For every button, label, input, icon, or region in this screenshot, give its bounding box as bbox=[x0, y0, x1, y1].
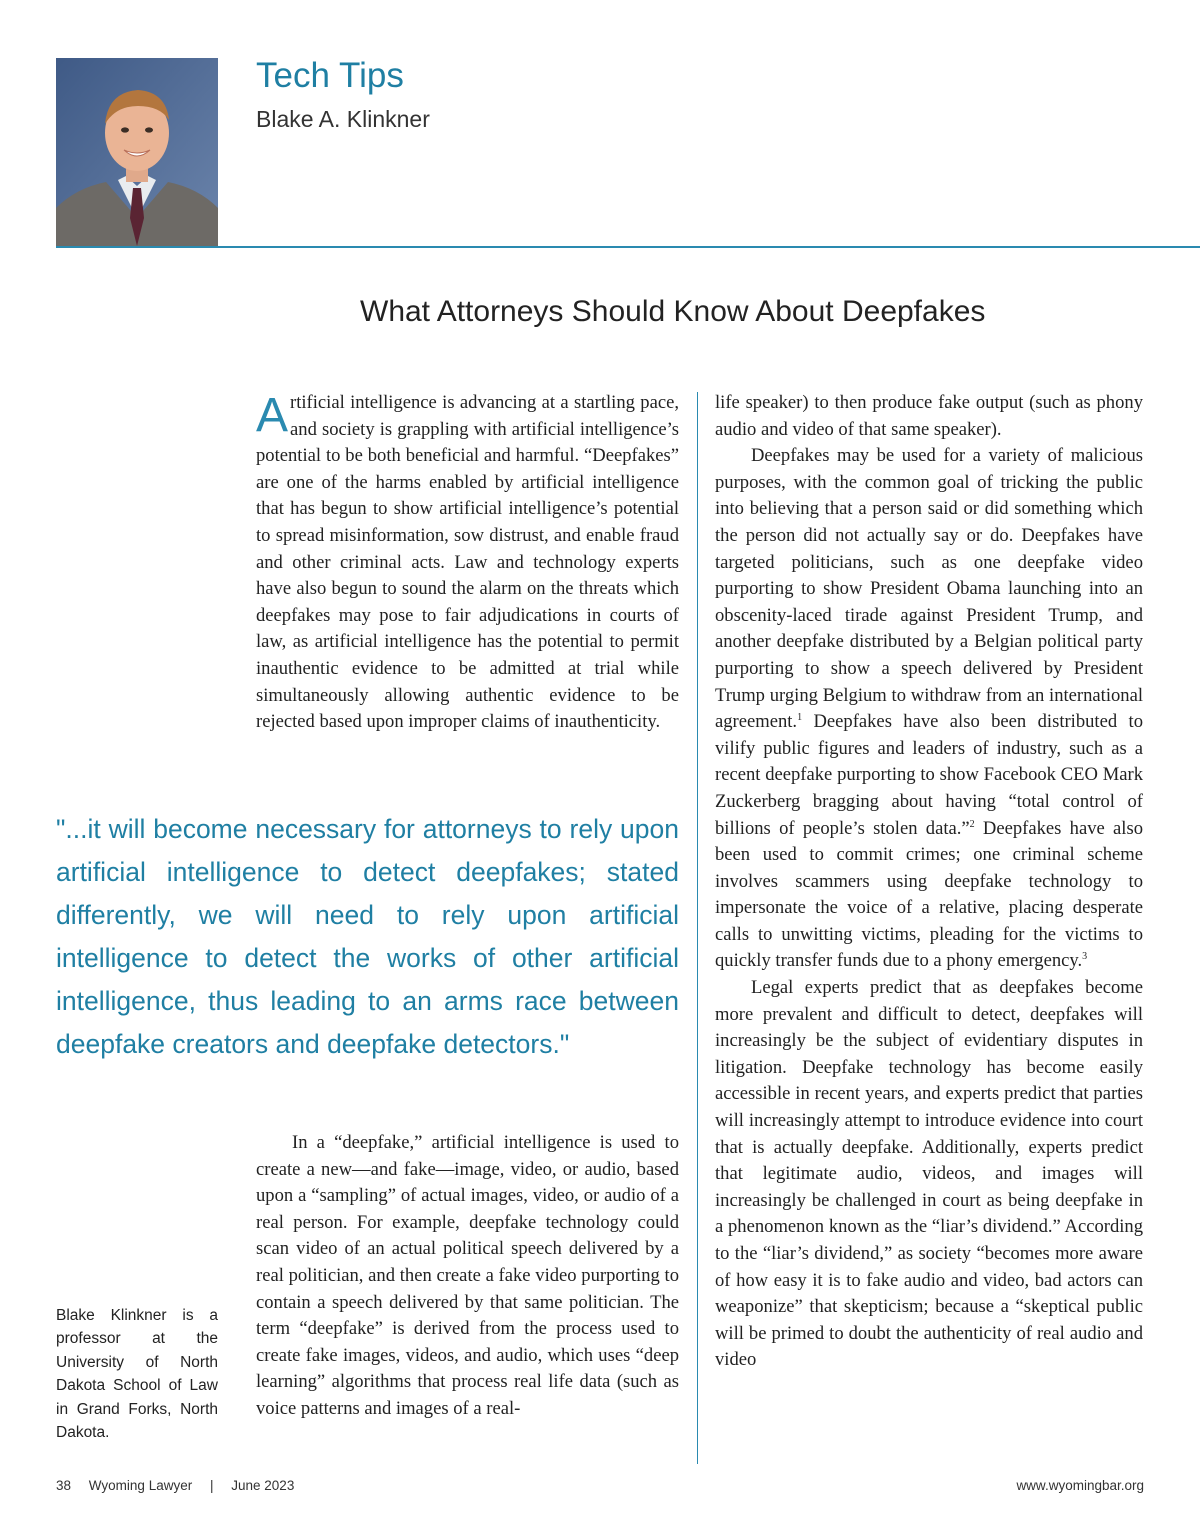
drop-cap: A bbox=[256, 389, 289, 442]
footnote-2[interactable]: 2 bbox=[969, 818, 975, 830]
footer-separator: | bbox=[209, 1478, 214, 1493]
column-title: Tech Tips bbox=[256, 56, 404, 95]
paragraph-continuation: life speaker) to then produce fake output (such as phony audio and video of that same speaker). bbox=[715, 392, 1143, 440]
paragraph-legal-experts: Legal experts predict that as deepfakes become more prevalent and difficult to detect, deepfakes will increasingly be the subject of evidentiary disputes in litigation. Deepfake technology has become easily accessible in recent years, and experts predict that parties will increasingly attempt to introduce evidence into court that is actually deepfake. Additionally, experts predict that legitimate audio, videos, and images will increasingly be challenged in court as being deepfake in a phenomenon known as the “liar’s dividend.” According to the “liar’s dividend,” as society “becomes more aware of how easy it is to fake audio and video, bad actors can weaponize” that skepticism; because a “skeptical public will be primed to doubt the authenticity of real audio and video bbox=[715, 977, 1143, 1371]
pull-quote: "...it will become necessary for attorneys to rely upon artificial intelligence to detect deepfakes; stated differently, we will need to rely upon artificial intelligence to detect the works of other artificial intelligence, thus leading to an arms race between deepfake creators and deepfake detectors." bbox=[56, 814, 679, 1059]
header-rule bbox=[56, 246, 1200, 248]
article-title: What Attorneys Should Know About Deepfakes bbox=[360, 295, 986, 328]
text-segment: Deepfakes have also been distributed to vilify public figures and leaders of industry, such as a recent deepfake purporting to show Facebook CEO Mark Zuckerberg bragging about having “total control of billions of people’s stolen data.” bbox=[715, 711, 1143, 839]
paragraph-malicious-uses bbox=[715, 443, 1143, 975]
author-name: Blake A. Klinkner bbox=[256, 106, 430, 132]
footer-left bbox=[56, 1478, 294, 1493]
author-photo bbox=[56, 58, 218, 246]
paragraph-text: In a “deepfake,” artificial intelligence is used to create a new—and fake—image, video, or audio, based upon a “sampling” of actual images, video, or audio of a real person. For example, deepfake technology could scan video of an actual political speech delivered by a real politician, and then create a fake video purporting to contain a speech delivered by that same politician. The term “deepfake” is derived from the process used to create fake images, videos, and audio, which uses “deep learning” algorithms that process real life data (such as voice patterns and images of a real- bbox=[256, 1132, 679, 1419]
footnote-3[interactable]: 3 bbox=[1082, 951, 1088, 963]
author-bio: Blake Klinkner is a professor at the University of North Dakota School of Law in Grand Forks, North Dakota. bbox=[56, 1307, 218, 1442]
text-segment: Deepfakes have also been used to commit crimes; one criminal scheme involves scammers using deepfake technology to impersonate the voice of a relative, placing desperate calls to unwitting victims, pleading for the victims to quickly transfer funds due to a phony emergency. bbox=[715, 817, 1143, 972]
issue-date: June 2023 bbox=[231, 1478, 295, 1493]
intro-paragraph bbox=[256, 390, 679, 736]
footnote-1[interactable]: 1 bbox=[797, 711, 803, 723]
website-link[interactable]: www.wyomingbar.org bbox=[1016, 1478, 1144, 1493]
column-divider bbox=[697, 392, 698, 1464]
intro-text: rtificial intelligence is advancing at a startling pace, and society is grappling with artificial intelligence’s potential to be both beneficial and harmful. “Deepfakes” are one of the harms enabled by artificial intelligence that has begun to show artificial intelligence’s potential to spread misinformation, sow distrust, and enable fraud and other criminal acts. Law and technology experts have also begun to sound the alarm on the threats which deepfakes may pose to fair adjudications in courts of law, as artificial intelligence has the potential to permit inauthentic evidence to be admitted at trial while simultaneously allowing authentic evidence to be rejected based upon improper claims of inauthenticity. bbox=[256, 392, 679, 733]
page-number: 38 bbox=[56, 1478, 72, 1493]
paragraph-deepfake-definition bbox=[256, 1130, 679, 1423]
publication-name: Wyoming Lawyer bbox=[88, 1478, 193, 1493]
text-segment: Deepfakes may be used for a variety of malicious purposes, with the common goal of tricking the public into believing that a person said or did something which the person did not actually say or do. Deepfakes have targeted politicians, such as one deepfake video purporting to show President Obama launching into an obscenity-laced tirade against President Trump, and another deepfake distributed by a Belgian political party purporting to show a speech delivered by President Trump urging Belgium to withdraw from an international agreement. bbox=[715, 445, 1143, 733]
right-column bbox=[715, 390, 1143, 1374]
